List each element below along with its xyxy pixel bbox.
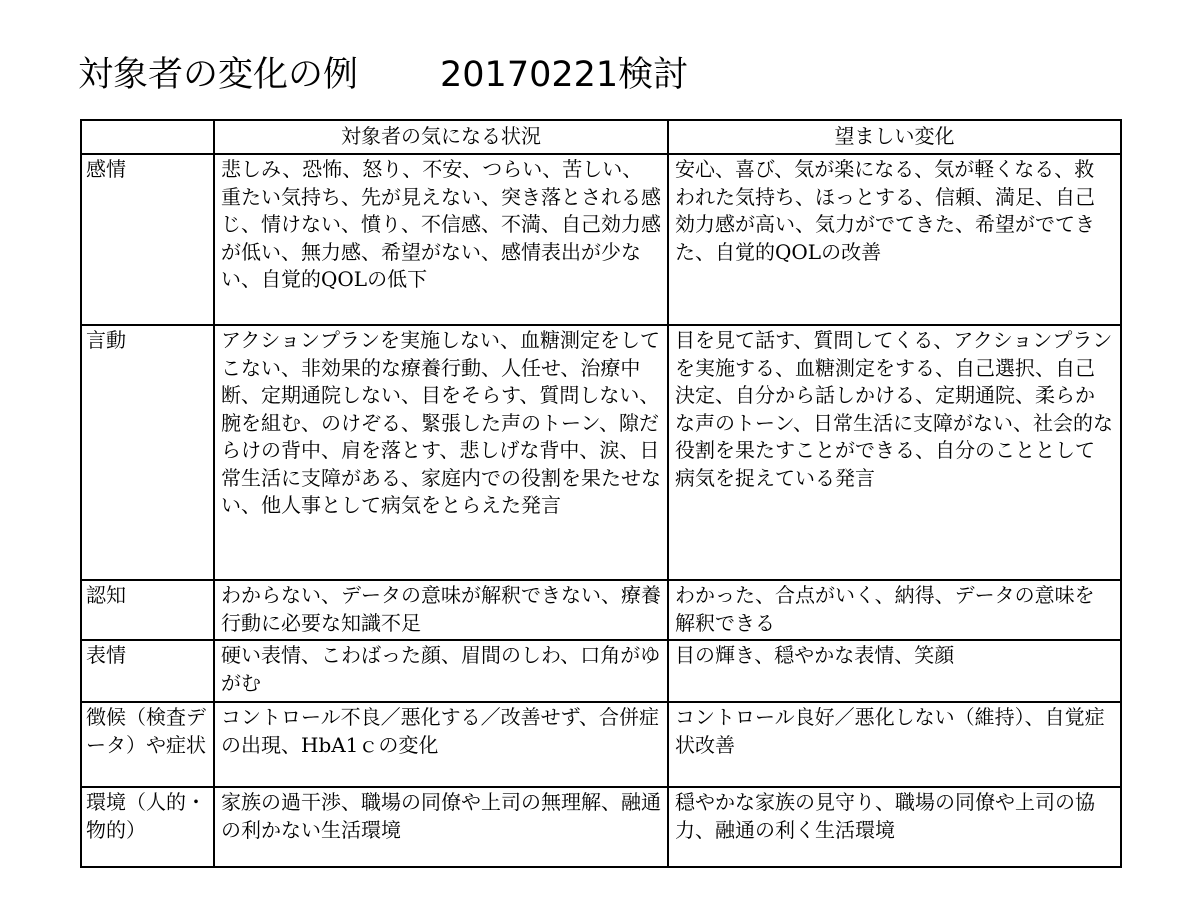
row-label: 認知 bbox=[81, 580, 214, 640]
slide-title bbox=[78, 50, 688, 100]
concern-cell: 硬い表情、こわばった顔、眉間のしわ、口角がゆがむ bbox=[214, 640, 668, 702]
title-main: 対象者の変化の例 bbox=[78, 55, 359, 95]
table-row bbox=[81, 325, 1121, 580]
row-label: 表情 bbox=[81, 640, 214, 702]
desired-cell: わかった、合点がいく、納得、データの意味を解釈できる bbox=[668, 580, 1121, 640]
header-concern: 対象者の気になる状況 bbox=[214, 120, 668, 154]
desired-cell: 目の輝き、穏やかな表情、笑顔 bbox=[668, 640, 1121, 702]
desired-cell: 目を見て話す、質問してくる、アクションプランを実施する、血糖測定をする、自己選択、自己決定、自分から話しかける、定期通院、柔らかな声のトーン、日常生活に支障がない、社会的な役割を果たすことができる、自分のこととして病気を捉えている発言 bbox=[668, 325, 1121, 580]
table-row bbox=[81, 640, 1121, 702]
table-row bbox=[81, 580, 1121, 640]
row-label: 感情 bbox=[81, 154, 214, 325]
header-desired: 望ましい変化 bbox=[668, 120, 1121, 154]
table-row bbox=[81, 154, 1121, 325]
header-empty bbox=[81, 120, 214, 154]
row-label: 徴候（検査データ）や症状 bbox=[81, 702, 214, 787]
change-examples-table bbox=[80, 119, 1122, 868]
title-date: 20170221検討 bbox=[440, 55, 689, 95]
concern-cell: わからない、データの意味が解釈できない、療養行動に必要な知識不足 bbox=[214, 580, 668, 640]
table-header-row bbox=[81, 120, 1121, 154]
concern-cell: アクションプランを実施しない、血糖測定をしてこない、非効果的な療養行動、人任せ、治療中断、定期通院しない、目をそらす、質問しない、腕を組む、のけぞる、緊張した声のトーン、隙だらけの背中、肩を落とす、悲しげな背中、涙、日常生活に支障がある、家庭内での役割を果たせない、他人事として病気をとらえた発言 bbox=[214, 325, 668, 580]
concern-cell: 悲しみ、恐怖、怒り、不安、つらい、苦しい、重たい気持ち、先が見えない、突き落とされる感じ、情けない、憤り、不信感、不満、自己効力感が低い、無力感、希望がない、感情表出が少ない、自覚的QOLの低下 bbox=[214, 154, 668, 325]
row-label: 言動 bbox=[81, 325, 214, 580]
desired-cell: コントロール良好／悪化しない（維持）、自覚症状改善 bbox=[668, 702, 1121, 787]
concern-cell: 家族の過干渉、職場の同僚や上司の無理解、融通の利かない生活環境 bbox=[214, 787, 668, 867]
concern-cell: コントロール不良／悪化する／改善せず、合併症の出現、HbA1ｃの変化 bbox=[214, 702, 668, 787]
row-label: 環境（人的・物的） bbox=[81, 787, 214, 867]
desired-cell: 安心、喜び、気が楽になる、気が軽くなる、救われた気持ち、ほっとする、信頼、満足、自己効力感が高い、気力がでてきた、希望がでてきた、自覚的QOLの改善 bbox=[668, 154, 1121, 325]
desired-cell: 穏やかな家族の見守り、職場の同僚や上司の協力、融通の利く生活環境 bbox=[668, 787, 1121, 867]
table-row bbox=[81, 702, 1121, 787]
table-row bbox=[81, 787, 1121, 867]
